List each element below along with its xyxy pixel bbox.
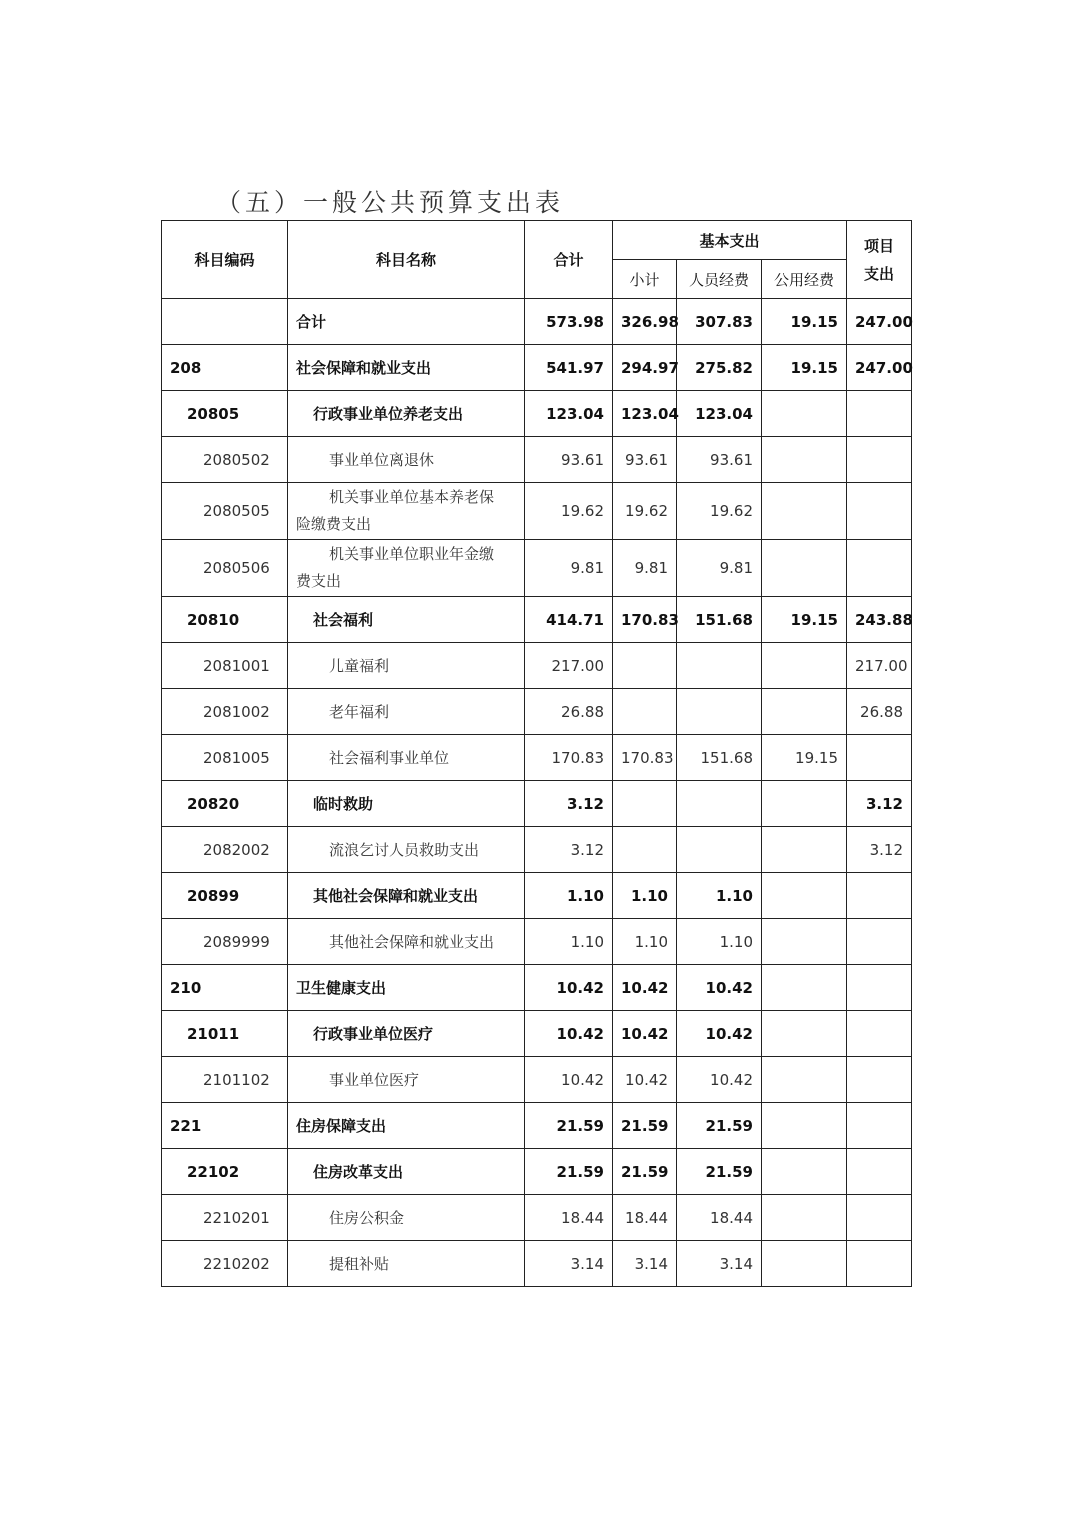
cell-subtotal: 10.42 xyxy=(613,965,677,1011)
table-row xyxy=(162,597,912,643)
cell-total: 1.10 xyxy=(525,873,613,919)
table-row xyxy=(162,919,912,965)
cell-personnel: 3.14 xyxy=(677,1241,762,1287)
cell-code: 2081001 xyxy=(162,643,288,689)
cell-total: 123.04 xyxy=(525,391,613,437)
cell-subtotal xyxy=(613,827,677,873)
cell-personnel: 10.42 xyxy=(677,965,762,1011)
cell-public xyxy=(762,1011,847,1057)
cell-name xyxy=(288,540,525,597)
cell-personnel: 307.83 xyxy=(677,299,762,345)
cell-total: 26.88 xyxy=(525,689,613,735)
table-row xyxy=(162,781,912,827)
cell-total: 3.12 xyxy=(525,781,613,827)
cell-name-line2: 费支出 xyxy=(296,572,342,590)
cell-code: 2210201 xyxy=(162,1195,288,1241)
cell-public xyxy=(762,540,847,597)
cell-project xyxy=(847,735,912,781)
cell-name: 住房公积金 xyxy=(288,1195,525,1241)
cell-code: 20810 xyxy=(162,597,288,643)
cell-project xyxy=(847,965,912,1011)
cell-project: 243.88 xyxy=(847,597,912,643)
cell-public xyxy=(762,873,847,919)
cell-project xyxy=(847,919,912,965)
cell-name: 合计 xyxy=(288,299,525,345)
cell-total: 573.98 xyxy=(525,299,613,345)
header-public: 公用经费 xyxy=(762,260,847,299)
cell-project xyxy=(847,1057,912,1103)
cell-code: 2101102 xyxy=(162,1057,288,1103)
table-row xyxy=(162,540,912,597)
cell-subtotal xyxy=(613,689,677,735)
cell-name: 住房保障支出 xyxy=(288,1103,525,1149)
cell-subtotal: 1.10 xyxy=(613,919,677,965)
cell-name: 行政事业单位养老支出 xyxy=(288,391,525,437)
cell-code: 208 xyxy=(162,345,288,391)
cell-personnel: 21.59 xyxy=(677,1103,762,1149)
cell-name: 住房改革支出 xyxy=(288,1149,525,1195)
cell-public xyxy=(762,1195,847,1241)
cell-project xyxy=(847,437,912,483)
cell-public: 19.15 xyxy=(762,597,847,643)
table-row xyxy=(162,1011,912,1057)
cell-code: 20899 xyxy=(162,873,288,919)
table-row xyxy=(162,965,912,1011)
cell-project: 3.12 xyxy=(847,827,912,873)
cell-name: 社会福利 xyxy=(288,597,525,643)
cell-name: 流浪乞讨人员救助支出 xyxy=(288,827,525,873)
cell-subtotal: 21.59 xyxy=(613,1103,677,1149)
header-basic: 基本支出 xyxy=(613,221,847,260)
table-row xyxy=(162,1103,912,1149)
cell-personnel: 151.68 xyxy=(677,597,762,643)
cell-public xyxy=(762,689,847,735)
cell-total: 93.61 xyxy=(525,437,613,483)
header-total: 合计 xyxy=(525,221,613,299)
page-title: （五）一般公共预算支出表 xyxy=(216,188,565,217)
header-project-line1: 项目 xyxy=(863,236,894,255)
cell-code: 2081002 xyxy=(162,689,288,735)
cell-project: 26.88 xyxy=(847,689,912,735)
header-name: 科目名称 xyxy=(288,221,525,299)
cell-public xyxy=(762,643,847,689)
table-row xyxy=(162,391,912,437)
cell-project: 3.12 xyxy=(847,781,912,827)
cell-project xyxy=(847,1149,912,1195)
cell-public xyxy=(762,1057,847,1103)
table-row xyxy=(162,1057,912,1103)
cell-code: 221 xyxy=(162,1103,288,1149)
cell-subtotal xyxy=(613,643,677,689)
cell-subtotal: 3.14 xyxy=(613,1241,677,1287)
cell-name: 老年福利 xyxy=(288,689,525,735)
cell-name: 社会福利事业单位 xyxy=(288,735,525,781)
cell-public xyxy=(762,827,847,873)
cell-total: 10.42 xyxy=(525,965,613,1011)
cell-public xyxy=(762,437,847,483)
cell-personnel: 9.81 xyxy=(677,540,762,597)
cell-name: 社会保障和就业支出 xyxy=(288,345,525,391)
cell-subtotal: 170.83 xyxy=(613,735,677,781)
cell-project xyxy=(847,391,912,437)
cell-code: 21011 xyxy=(162,1011,288,1057)
cell-personnel: 1.10 xyxy=(677,873,762,919)
cell-subtotal: 170.83 xyxy=(613,597,677,643)
cell-personnel xyxy=(677,781,762,827)
cell-name: 事业单位离退休 xyxy=(288,437,525,483)
cell-total: 3.12 xyxy=(525,827,613,873)
cell-name: 儿童福利 xyxy=(288,643,525,689)
cell-personnel: 10.42 xyxy=(677,1057,762,1103)
cell-project xyxy=(847,540,912,597)
cell-code: 2081005 xyxy=(162,735,288,781)
cell-subtotal xyxy=(613,781,677,827)
cell-name: 其他社会保障和就业支出 xyxy=(288,919,525,965)
cell-code: 2080506 xyxy=(162,540,288,597)
table-row xyxy=(162,483,912,540)
cell-total: 10.42 xyxy=(525,1057,613,1103)
table-row xyxy=(162,643,912,689)
cell-public: 19.15 xyxy=(762,345,847,391)
cell-project: 217.00 xyxy=(847,643,912,689)
cell-total: 170.83 xyxy=(525,735,613,781)
cell-public xyxy=(762,965,847,1011)
cell-personnel: 275.82 xyxy=(677,345,762,391)
cell-total: 1.10 xyxy=(525,919,613,965)
cell-total: 217.00 xyxy=(525,643,613,689)
cell-name-line1: 机关事业单位基本养老保 xyxy=(329,488,495,506)
table-row xyxy=(162,1149,912,1195)
table-row xyxy=(162,735,912,781)
cell-total: 541.97 xyxy=(525,345,613,391)
table-row xyxy=(162,1241,912,1287)
cell-personnel: 21.59 xyxy=(677,1149,762,1195)
cell-name: 其他社会保障和就业支出 xyxy=(288,873,525,919)
cell-total: 10.42 xyxy=(525,1011,613,1057)
cell-project xyxy=(847,483,912,540)
cell-public: 19.15 xyxy=(762,735,847,781)
header-personnel: 人员经费 xyxy=(677,260,762,299)
cell-code: 2080502 xyxy=(162,437,288,483)
cell-subtotal: 1.10 xyxy=(613,873,677,919)
cell-code xyxy=(162,299,288,345)
cell-name: 行政事业单位医疗 xyxy=(288,1011,525,1057)
cell-name: 临时救助 xyxy=(288,781,525,827)
cell-total: 18.44 xyxy=(525,1195,613,1241)
cell-public xyxy=(762,781,847,827)
cell-code: 2082002 xyxy=(162,827,288,873)
cell-public xyxy=(762,391,847,437)
cell-total: 414.71 xyxy=(525,597,613,643)
cell-public xyxy=(762,1241,847,1287)
header-project xyxy=(847,221,912,299)
header-row-1 xyxy=(162,221,912,260)
cell-code: 20805 xyxy=(162,391,288,437)
cell-subtotal: 10.42 xyxy=(613,1011,677,1057)
table-row xyxy=(162,299,912,345)
table-row xyxy=(162,689,912,735)
cell-name-line1: 机关事业单位职业年金缴 xyxy=(329,545,495,563)
cell-code: 2080505 xyxy=(162,483,288,540)
cell-public xyxy=(762,483,847,540)
cell-subtotal: 21.59 xyxy=(613,1149,677,1195)
budget-table xyxy=(161,220,912,1287)
cell-subtotal: 93.61 xyxy=(613,437,677,483)
cell-public xyxy=(762,1103,847,1149)
cell-public: 19.15 xyxy=(762,299,847,345)
cell-personnel: 10.42 xyxy=(677,1011,762,1057)
cell-personnel xyxy=(677,643,762,689)
table-row xyxy=(162,1195,912,1241)
cell-code: 210 xyxy=(162,965,288,1011)
table-row xyxy=(162,873,912,919)
cell-project: 247.00 xyxy=(847,345,912,391)
cell-total: 19.62 xyxy=(525,483,613,540)
cell-project xyxy=(847,873,912,919)
cell-code: 2210202 xyxy=(162,1241,288,1287)
cell-personnel: 151.68 xyxy=(677,735,762,781)
cell-name: 事业单位医疗 xyxy=(288,1057,525,1103)
header-code: 科目编码 xyxy=(162,221,288,299)
cell-code: 2089999 xyxy=(162,919,288,965)
cell-personnel: 19.62 xyxy=(677,483,762,540)
table-row xyxy=(162,827,912,873)
cell-total: 9.81 xyxy=(525,540,613,597)
cell-subtotal: 294.97 xyxy=(613,345,677,391)
cell-name: 卫生健康支出 xyxy=(288,965,525,1011)
cell-name xyxy=(288,483,525,540)
cell-subtotal: 326.98 xyxy=(613,299,677,345)
header-project-line2: 支出 xyxy=(863,264,894,283)
cell-subtotal: 18.44 xyxy=(613,1195,677,1241)
cell-name: 提租补贴 xyxy=(288,1241,525,1287)
cell-total: 21.59 xyxy=(525,1103,613,1149)
cell-project xyxy=(847,1195,912,1241)
cell-subtotal: 123.04 xyxy=(613,391,677,437)
cell-project xyxy=(847,1103,912,1149)
cell-personnel: 93.61 xyxy=(677,437,762,483)
cell-code: 20820 xyxy=(162,781,288,827)
cell-project xyxy=(847,1241,912,1287)
cell-subtotal: 10.42 xyxy=(613,1057,677,1103)
cell-public xyxy=(762,919,847,965)
table-row xyxy=(162,437,912,483)
cell-name-line2: 险缴费支出 xyxy=(296,515,372,533)
cell-personnel xyxy=(677,827,762,873)
cell-subtotal: 19.62 xyxy=(613,483,677,540)
cell-public xyxy=(762,1149,847,1195)
cell-personnel: 1.10 xyxy=(677,919,762,965)
cell-personnel: 18.44 xyxy=(677,1195,762,1241)
cell-code: 22102 xyxy=(162,1149,288,1195)
cell-personnel xyxy=(677,689,762,735)
cell-personnel: 123.04 xyxy=(677,391,762,437)
table-row xyxy=(162,345,912,391)
cell-project: 247.00 xyxy=(847,299,912,345)
cell-total: 3.14 xyxy=(525,1241,613,1287)
cell-total: 21.59 xyxy=(525,1149,613,1195)
cell-project xyxy=(847,1011,912,1057)
header-subtotal: 小计 xyxy=(613,260,677,299)
cell-subtotal: 9.81 xyxy=(613,540,677,597)
